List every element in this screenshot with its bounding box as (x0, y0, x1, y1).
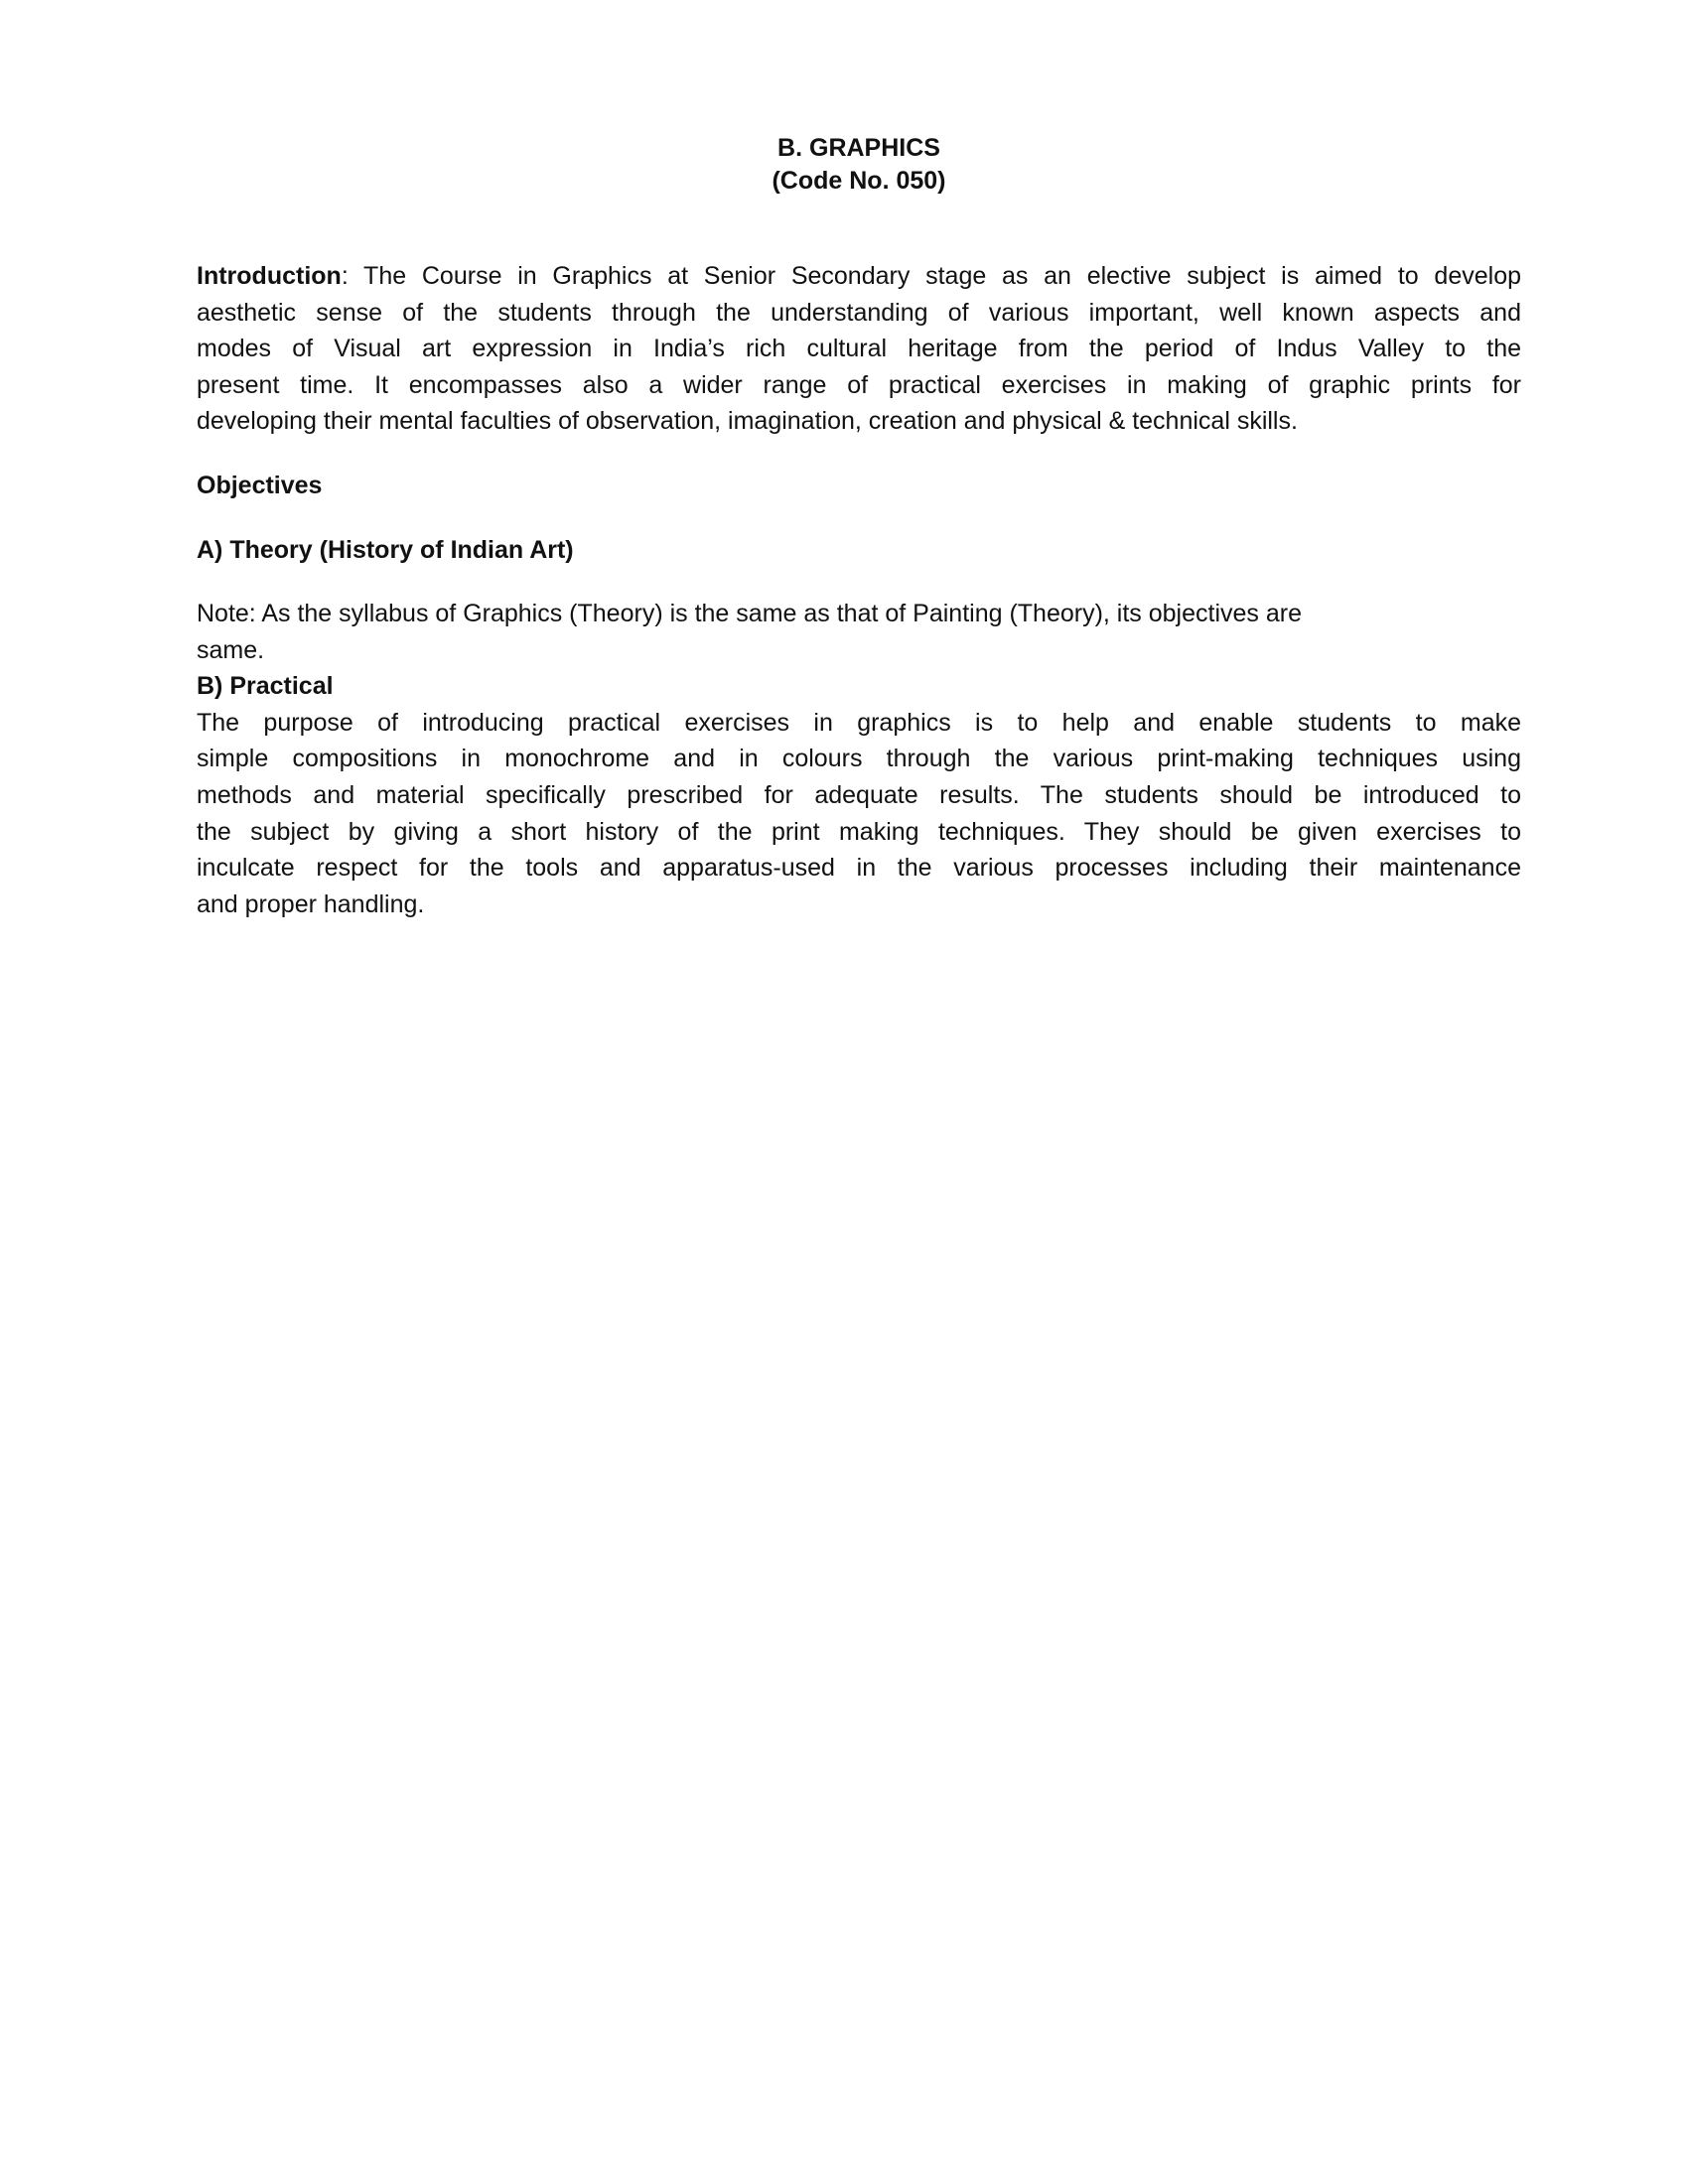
theory-note (197, 596, 1521, 922)
practical-line: The purpose of introducing practical exercises in graphics is to help and enable students to make (197, 708, 1521, 737)
introduction-line: aesthetic sense of the students through the understanding of various important, well known aspects and (197, 298, 1521, 327)
introduction-label: Introduction (197, 262, 342, 290)
practical-line: the subject by giving a short history of the print making techniques. They should be given exercises to (197, 817, 1521, 846)
introduction-line: modes of Visual art expression in India’s rich cultural heritage from the period of Indus Valley to the (197, 335, 1521, 363)
page-title: B. GRAPHICS (777, 134, 940, 162)
objectives-section (197, 468, 1521, 504)
introduction-paragraph (197, 258, 1521, 440)
practical-heading: B) Practical (197, 672, 334, 701)
note-line: Note: As the syllabus of Graphics (Theory) is the same as that of Painting (Theory), its objectives are (197, 600, 1302, 627)
practical-line: and proper handling. (197, 889, 425, 918)
introduction-line: developing their mental faculties of observation, imagination, creation and physical & technical skills. (197, 407, 1298, 436)
introduction-line: present time. It encompasses also a wider range of practical exercises in making of graphic prints for (197, 370, 1521, 399)
title-block (197, 132, 1521, 198)
subject-code: (Code No. 050) (772, 167, 946, 195)
note-line: same. (197, 635, 265, 664)
practical-line: methods and material specifically prescribed for adequate results. The students should be introduced to (197, 780, 1521, 809)
objectives-heading: Objectives (197, 472, 323, 499)
introduction-line: Introduction: The Course in Graphics at Senior Secondary stage as an elective subject is aimed to develop (197, 262, 1521, 290)
theory-section (197, 532, 1521, 569)
practical-line: inculcate respect for the tools and apparatus-used in the various processes including their maintenance (197, 854, 1521, 883)
theory-heading: A) Theory (History of Indian Art) (197, 536, 574, 564)
practical-line: simple compositions in monochrome and in colours through the various print-making techniques using (197, 745, 1521, 773)
